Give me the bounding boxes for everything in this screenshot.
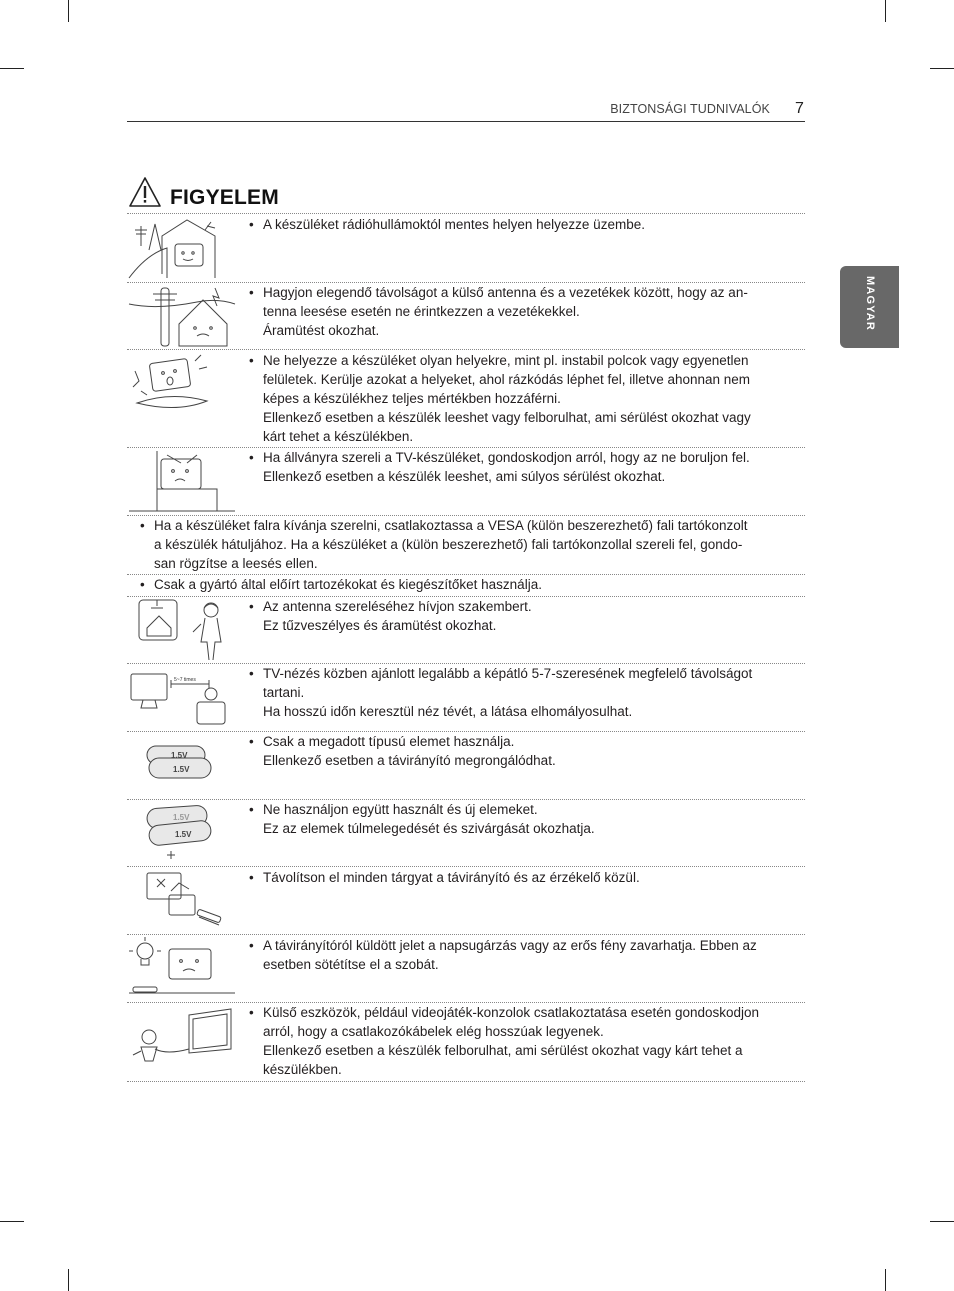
crop-mark bbox=[68, 1269, 69, 1291]
tv-stand-illustration bbox=[127, 449, 237, 513]
bullet: • bbox=[249, 217, 254, 232]
bullet: • bbox=[249, 285, 254, 300]
crop-mark bbox=[0, 68, 24, 69]
list-item-text: Külső eszközök, például videojáték-konzolok csatlakoztatása esetén gondoskodjon arról, hogy a csatlakozókábelek elég hosszúak legyenek. Ellenkező esetben a készülék felborulhat, ami sérülést okozhat vagy kárt tehet a készülékben. bbox=[263, 1005, 760, 1077]
list-item bbox=[249, 283, 793, 340]
bright-light-illustration bbox=[127, 937, 237, 1001]
list-item-text: Az antenna szereléséhez hívjon szakembert. Ez tűzveszélyes és áramütést okozhat. bbox=[263, 599, 532, 633]
row-divider bbox=[127, 1081, 805, 1082]
remote-obstacle-illustration bbox=[127, 869, 237, 933]
language-tab bbox=[840, 266, 899, 348]
list-item-text: TV-nézés közben ajánlott legalább a képátló 5-7-szeresének megfelelő távolságot tartani. Ha hosszú időn keresztül néz tévét, a látása elhomályosulhat. bbox=[263, 666, 753, 719]
list-item bbox=[249, 936, 793, 974]
bullet: • bbox=[249, 734, 254, 749]
page-number: 7 bbox=[795, 100, 804, 117]
section-title: FIGYELEM bbox=[170, 186, 279, 209]
crop-mark bbox=[885, 1269, 886, 1291]
list-item bbox=[249, 868, 793, 887]
list-item bbox=[249, 351, 793, 446]
list-item-text: Csak a megadott típusú elemet használja. Ellenkező esetben a távirányító megrongálódhat. bbox=[263, 734, 556, 768]
battery-label: 1.5V bbox=[171, 751, 188, 760]
bullet: • bbox=[249, 599, 254, 614]
list-item-text: Ha állványra szereli a TV-készüléket, gondoskodjon arról, hogy az ne boruljon fel. Ellenkező esetben a készülék leeshet, ami súlyos sérülést okozhat. bbox=[263, 450, 750, 484]
list-item bbox=[249, 215, 793, 234]
warning-triangle-icon bbox=[128, 176, 162, 208]
list-item-text: Csak a gyártó által előírt tartozékokat és kiegészítőket használja. bbox=[154, 577, 542, 592]
language-tab-label: MAGYAR bbox=[864, 276, 876, 332]
bullet: • bbox=[249, 870, 254, 885]
game-console-cable-illustration bbox=[127, 1005, 237, 1069]
row-divider bbox=[127, 866, 805, 867]
battery-label: 1.5V bbox=[173, 765, 190, 774]
row-divider bbox=[127, 213, 805, 214]
antenna-house-illustration bbox=[127, 284, 237, 348]
crop-mark bbox=[930, 1221, 954, 1222]
bullet: • bbox=[249, 353, 254, 368]
viewing-distance-illustration bbox=[127, 666, 237, 730]
technician-illustration bbox=[127, 598, 237, 662]
battery-label: 1.5V bbox=[175, 830, 192, 839]
bullet: • bbox=[249, 938, 254, 953]
list-item bbox=[140, 575, 795, 594]
row-divider bbox=[127, 934, 805, 935]
list-item-text: Ne helyezze a készüléket olyan helyekre, mint pl. instabil polcok vagy egyenetlen felületek. Kerülje azokat a helyeket, ahol rázkódás léphet fel, illetve ahonnan nem képes a készülékhez teljes mértékben hozzáférni. Ellenkező esetben a készülék leeshet vagy felborulhat, ami sérülést okozhat vagy kárt tehet a készülékben. bbox=[263, 353, 751, 444]
list-item-text: Távolítson el minden tárgyat a távirányító és az érzékelő közül. bbox=[263, 870, 640, 885]
crop-mark bbox=[68, 0, 69, 22]
crop-mark bbox=[0, 1221, 24, 1222]
batteries-illustration bbox=[127, 734, 237, 798]
distance-label: 5~7 times bbox=[174, 677, 196, 683]
list-item-text: A készüléket rádióhullámoktól mentes helyen helyezze üzembe. bbox=[263, 217, 645, 232]
list-item-text: Hagyjon elegendő távolságot a külső antenna és a vezetékek között, hogy az an- tenna leesése esetén ne érintkezzen a vezetékekkel. Áramütést okozhat. bbox=[263, 285, 748, 338]
crop-mark bbox=[885, 0, 886, 22]
bullet: • bbox=[249, 666, 254, 681]
list-item-text: Ne használjon együtt használt és új elemeket. Ez az elemek túlmelegedését és szivárgását okozhatja. bbox=[263, 802, 595, 836]
list-item bbox=[249, 800, 793, 838]
list-item bbox=[249, 1003, 793, 1079]
bullet: • bbox=[249, 450, 254, 465]
section-header: BIZTONSÁGI TUDNIVALÓK bbox=[610, 102, 770, 116]
list-item-text: A távirányítóról küldött jelet a napsugárzás vagy az erős fény zavarhatja. Ebben az esetben sötétítse el a szobát. bbox=[263, 938, 757, 972]
battery-label: 1.5V bbox=[173, 813, 190, 822]
header-divider bbox=[127, 121, 805, 122]
list-item bbox=[140, 516, 795, 573]
bullet: • bbox=[140, 577, 145, 592]
crop-mark bbox=[930, 68, 954, 69]
bullet: • bbox=[140, 518, 145, 533]
bullet: • bbox=[249, 802, 254, 817]
tv-house-antenna-illustration bbox=[127, 216, 237, 280]
list-item bbox=[249, 448, 793, 486]
row-divider bbox=[127, 349, 805, 350]
list-item bbox=[249, 732, 793, 770]
bullet: • bbox=[249, 1005, 254, 1020]
tipping-tv-illustration bbox=[127, 351, 237, 415]
old-new-batteries-illustration bbox=[127, 801, 237, 865]
list-item bbox=[249, 597, 793, 635]
list-item-text: Ha a készüléket falra kívánja szerelni, csatlakoztassa a VESA (külön beszerezhető) fali tartókonzolt a készülék hátuljához. Ha a készüléket a (külön beszerezhető) fali tartókonzollal szereli fel, gondo- san rögzítse a leesés ellen. bbox=[154, 518, 748, 571]
list-item bbox=[249, 664, 793, 721]
